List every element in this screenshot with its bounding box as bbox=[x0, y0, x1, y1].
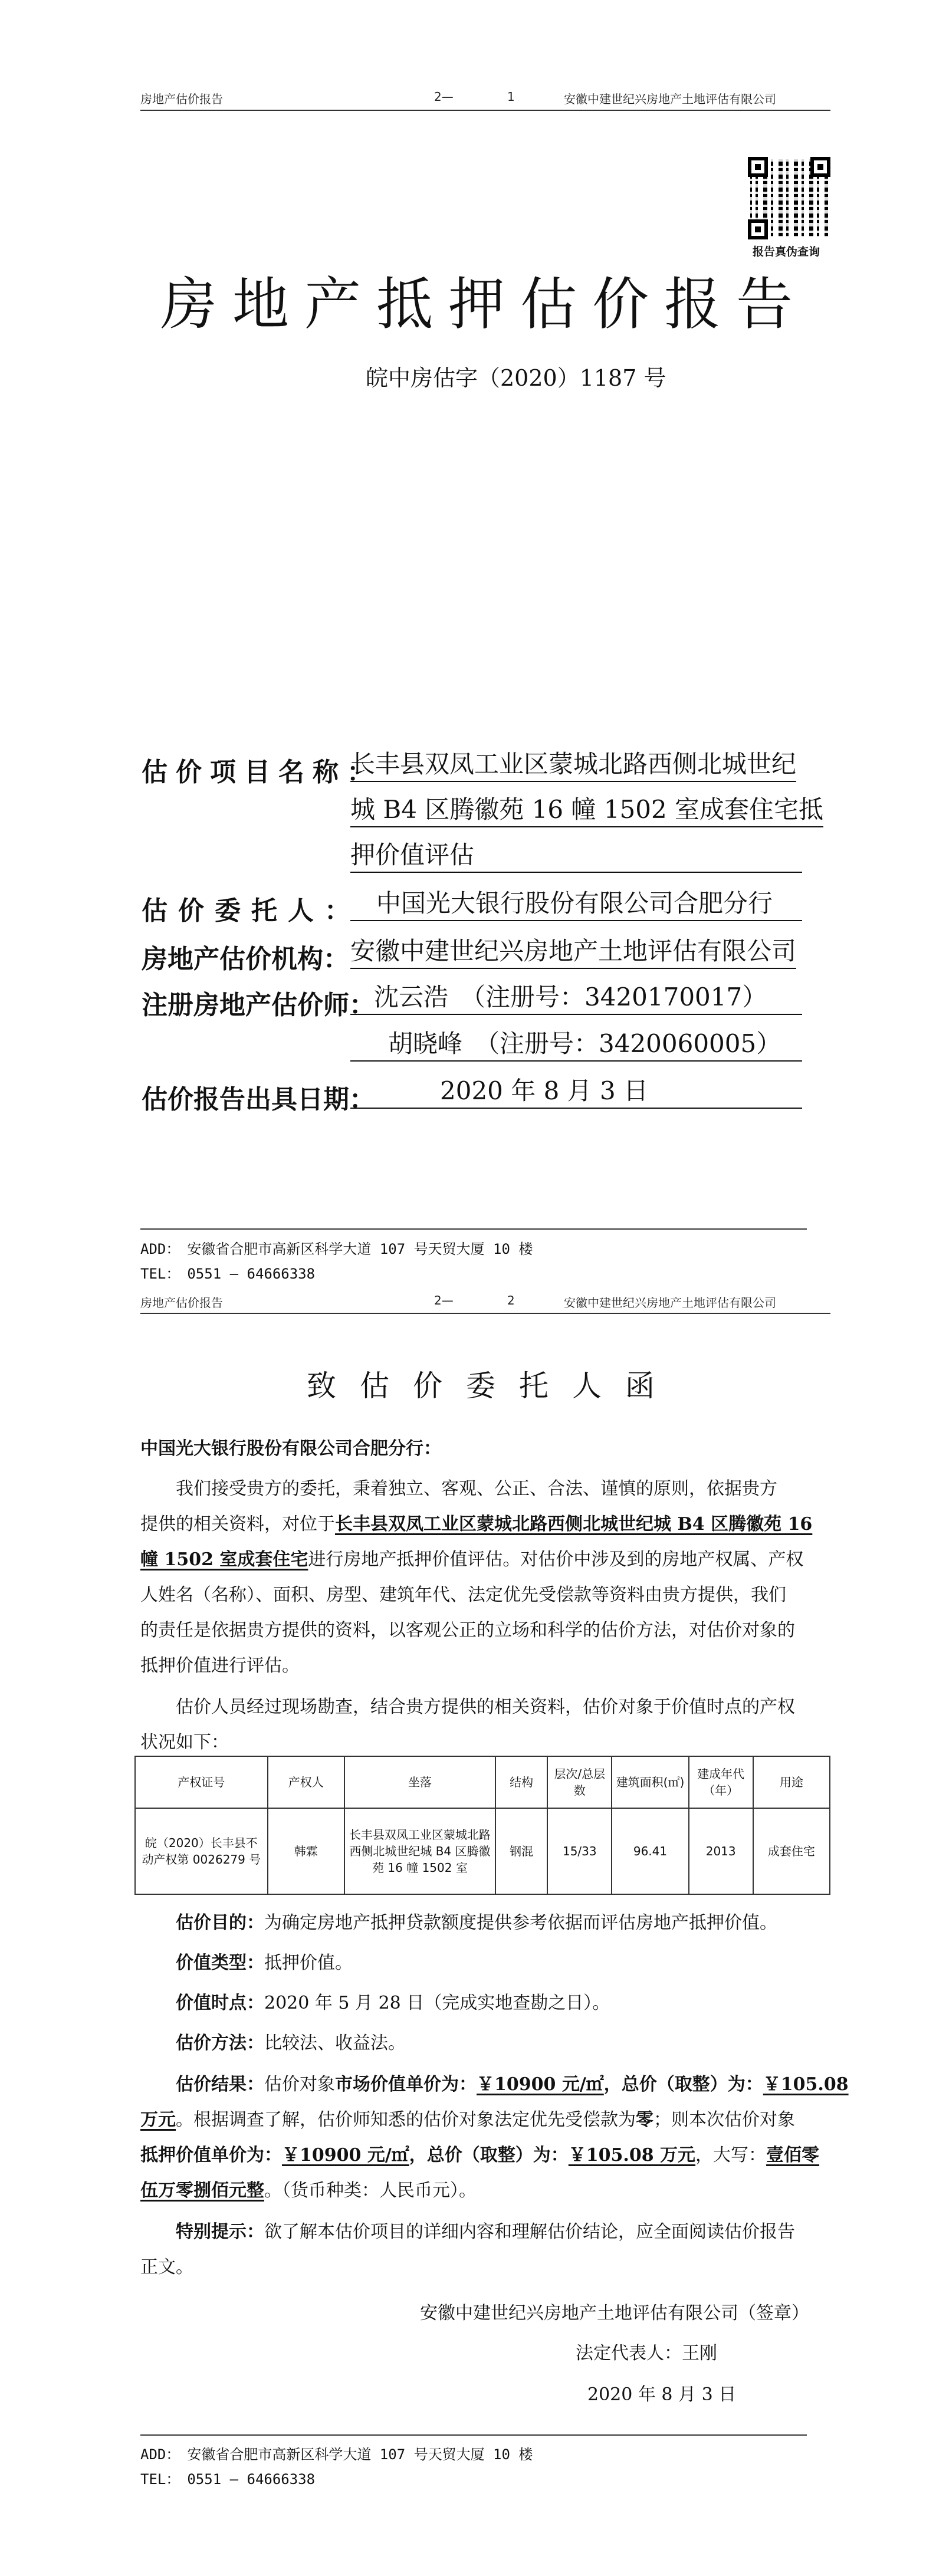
qr-finder bbox=[748, 219, 768, 239]
client-label: 估价委托人： bbox=[142, 896, 361, 926]
issue-date-label: 估价报告出具日期： bbox=[142, 1085, 375, 1115]
report-title: 房地产抵押估价报告 bbox=[160, 271, 808, 337]
agency-label: 房地产估价机构： bbox=[142, 944, 349, 974]
para1-line1: 我们接受贵方的委托，秉着独立、客观、公正、合法、谨慎的原则，依据贵方 bbox=[176, 1478, 777, 1499]
mortgage-total-caps: 壹佰零 bbox=[766, 2145, 820, 2166]
page-header-left: 房地产估价报告 bbox=[140, 92, 223, 106]
footer-phone: TEL： 0551 — 64666338 bbox=[140, 2471, 316, 2488]
table-header-cell: 建筑面积(㎡) bbox=[612, 1756, 688, 1808]
table-header-cell: 用途 bbox=[753, 1756, 830, 1808]
value-time-line bbox=[176, 1986, 610, 2020]
method-line bbox=[176, 2026, 406, 2061]
letter-salutation: 中国光大银行股份有限公司合肥分行： bbox=[140, 1438, 441, 1459]
para2-line1: 估价人员经过现场勘查，结合贵方提供的相关资料，估价对象于价值时点的产权 bbox=[176, 1697, 795, 1717]
result-label: 估价结果： bbox=[176, 2074, 264, 2095]
result-text: 。根据调查了解，估价师知悉的估价对象法定优先受偿款为 bbox=[176, 2110, 636, 2130]
value-type-value: 抵押价值。 bbox=[264, 1953, 353, 1973]
result-text: 。（货币种类：人民币元）。 bbox=[264, 2180, 477, 2201]
value-time-value: 2020 年 5 月 28 日（完成实地查勘之日）。 bbox=[264, 1993, 610, 2013]
project-name-line2: 城 B4 区腾徽苑 16 幢 1502 室成套住宅抵 bbox=[350, 793, 823, 827]
purpose-line bbox=[176, 1906, 777, 1940]
table-header-cell: 层次/总层数 bbox=[547, 1756, 612, 1808]
table-cell: 成套住宅 bbox=[753, 1808, 830, 1894]
signature-company: 安徽中建世纪兴房地产土地评估有限公司（签章） bbox=[420, 2303, 809, 2324]
project-name-label: 估价项目名称： bbox=[142, 757, 381, 787]
para1-line6: 抵押价值进行评估。 bbox=[140, 1655, 300, 1676]
page-number: 1 bbox=[507, 90, 515, 104]
table-cell: 皖（2020）长丰县不动产权第 0026279 号 bbox=[135, 1808, 268, 1894]
footer-rule bbox=[140, 2434, 807, 2436]
hint-line1 bbox=[176, 2215, 795, 2249]
qr-caption: 报告真伪查询 bbox=[753, 245, 820, 258]
project-name-line3: 押价值评估 bbox=[350, 839, 802, 873]
market-unit-price: ￥10900 元/㎡ bbox=[477, 2074, 604, 2095]
result-text: ，大写： bbox=[695, 2145, 767, 2166]
page-header-right: 安徽中建世纪兴房地产土地评估有限公司 bbox=[564, 92, 776, 106]
result-line1 bbox=[176, 2068, 849, 2102]
value-time-label: 价值时点： bbox=[176, 1993, 264, 2013]
table-header-cell: 产权证号 bbox=[135, 1756, 268, 1808]
footer-address: ADD： 安徽省合肥市高新区科学大道 107 号天贸大厦 10 楼 bbox=[140, 1241, 533, 1257]
qr-code-icon[interactable] bbox=[748, 157, 830, 239]
table-header-cell: 建成年代（年） bbox=[689, 1756, 753, 1808]
result-text: 抵押价值单价为： bbox=[140, 2145, 282, 2166]
header-rule bbox=[140, 1313, 830, 1314]
table-cell: 钢混 bbox=[495, 1808, 547, 1894]
project-name-line1: 长丰县双凤工业区蒙城北路西侧北城世纪 bbox=[350, 748, 796, 782]
para1-line2 bbox=[140, 1507, 812, 1542]
para1-text: 进行房地产抵押价值评估。对估价中涉及到的房地产权属、产权 bbox=[308, 1549, 804, 1570]
header-rule bbox=[140, 110, 830, 111]
page-header-right: 安徽中建世纪兴房地产土地评估有限公司 bbox=[564, 1296, 776, 1310]
mortgage-total-price: ￥105.08 万元 bbox=[568, 2145, 696, 2166]
priority-payment: 零 bbox=[636, 2110, 653, 2130]
agency-value: 安徽中建世纪兴房地产土地评估有限公司 bbox=[350, 935, 796, 969]
result-text: 市场价值单价为： bbox=[335, 2074, 477, 2095]
property-address-cont: 幢 1502 室成套住宅 bbox=[140, 1549, 308, 1570]
table-header-cell: 结构 bbox=[495, 1756, 547, 1808]
table-cell: 15/33 bbox=[547, 1808, 612, 1894]
valuer-2: 胡晓峰 （注册号：3420060005） bbox=[350, 1027, 802, 1062]
result-line2 bbox=[140, 2103, 795, 2137]
purpose-label: 估价目的： bbox=[176, 1913, 264, 1933]
table-header-row bbox=[135, 1756, 830, 1808]
letter-title: 致估价委托人函 bbox=[307, 1369, 678, 1403]
client-value: 中国光大银行股份有限公司合肥分行 bbox=[350, 887, 802, 921]
result-line4 bbox=[140, 2174, 477, 2208]
valuer-1: 沈云浩 （注册号：3420170017） bbox=[350, 981, 802, 1015]
para1-line3 bbox=[140, 1543, 803, 1577]
para2-line2: 状况如下： bbox=[140, 1732, 229, 1753]
result-text: ；则本次估价对象 bbox=[653, 2110, 795, 2130]
table-row bbox=[135, 1808, 830, 1894]
page-number: 2 bbox=[507, 1293, 515, 1307]
para1-text: 提供的相关资料，对位于 bbox=[140, 1514, 335, 1535]
hint-line2: 正文。 bbox=[140, 2257, 193, 2278]
qr-finder bbox=[810, 157, 830, 177]
market-total-price: ￥105.08 bbox=[763, 2074, 849, 2095]
footer-rule bbox=[140, 1228, 807, 1230]
qr-finder bbox=[748, 157, 768, 177]
page-header-left: 房地产估价报告 bbox=[140, 1296, 223, 1310]
footer-phone: TEL： 0551 — 64666338 bbox=[140, 1266, 316, 1282]
method-label: 估价方法： bbox=[176, 2033, 264, 2053]
result-text: ，总价（取整）为： bbox=[409, 2145, 569, 2166]
valuer-label: 注册房地产估价师： bbox=[142, 990, 375, 1020]
table-cell: 96.41 bbox=[612, 1808, 688, 1894]
signature-date: 2020 年 8 月 3 日 bbox=[587, 2384, 737, 2405]
value-type-line bbox=[176, 1946, 353, 1980]
para1-line4: 人姓名（名称）、面积、房型、建筑年代、法定优先受偿款等资料由贵方提供，我们 bbox=[140, 1585, 786, 1605]
table-cell: 2013 bbox=[689, 1808, 753, 1894]
result-text: 估价对象 bbox=[264, 2074, 335, 2095]
purpose-value: 为确定房地产抵押贷款额度提供参考依据而评估房地产抵押价值。 bbox=[264, 1913, 777, 1933]
value-type-label: 价值类型： bbox=[176, 1953, 264, 1973]
issue-date-value: 2020 年 8 月 3 日 bbox=[350, 1075, 802, 1109]
method-value: 比较法、收益法。 bbox=[264, 2033, 406, 2053]
document-number: 皖中房估字（2020）1187 号 bbox=[366, 365, 666, 391]
page-number-dash: 2— bbox=[434, 90, 454, 104]
result-line3 bbox=[140, 2138, 819, 2173]
table-header-cell: 产权人 bbox=[268, 1756, 344, 1808]
para1-line5: 的责任是依据贵方提供的资料，以客观公正的立场和科学的估价方法，对估价对象的 bbox=[140, 1620, 795, 1641]
hint-text: 欲了解本估价项目的详细内容和理解估价结论，应全面阅读估价报告 bbox=[264, 2222, 795, 2242]
market-total-unit: 万元 bbox=[140, 2110, 176, 2130]
signature-representative: 法定代表人：王刚 bbox=[576, 2343, 717, 2364]
mortgage-total-caps-cont: 伍万零捌佰元整 bbox=[140, 2180, 264, 2201]
hint-label: 特别提示： bbox=[176, 2222, 264, 2242]
result-text: ，总价（取整）为： bbox=[603, 2074, 763, 2095]
property-address: 长丰县双凤工业区蒙城北路西侧北城世纪城 B4 区腾徽苑 16 bbox=[335, 1514, 813, 1535]
mortgage-unit-price: ￥10900 元/㎡ bbox=[282, 2145, 409, 2166]
table-header-cell: 坐落 bbox=[344, 1756, 495, 1808]
property-table bbox=[134, 1756, 830, 1895]
table-cell: 韩霖 bbox=[268, 1808, 344, 1894]
footer-address: ADD： 安徽省合肥市高新区科学大道 107 号天贸大厦 10 楼 bbox=[140, 2446, 533, 2463]
table-cell: 长丰县双凤工业区蒙城北路西侧北城世纪城 B4 区腾徽苑 16 幢 1502 室 bbox=[344, 1808, 495, 1894]
page-number-dash: 2— bbox=[434, 1293, 454, 1307]
